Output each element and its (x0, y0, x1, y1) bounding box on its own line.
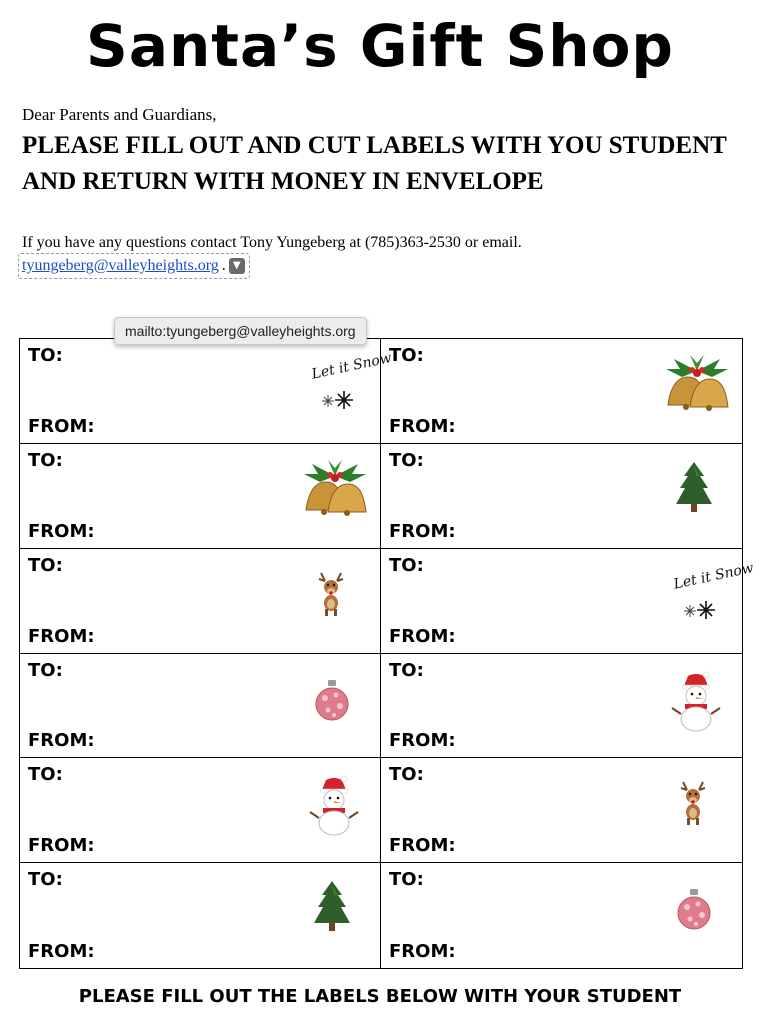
gift-label (381, 863, 742, 968)
to-label: TO: (28, 345, 63, 366)
gift-label (381, 339, 742, 444)
gift-labels-grid (19, 338, 756, 969)
christmas-tree-icon (312, 879, 352, 933)
let-it-snow-text: Let it Snow (672, 559, 756, 593)
from-label: FROM: (389, 941, 456, 962)
to-label: TO: (28, 869, 63, 891)
from-label: FROM: (28, 835, 95, 857)
from-label: FROM: (28, 520, 95, 542)
to-label: TO: (28, 449, 63, 471)
let-it-snow-text: Let it Snow (310, 350, 394, 383)
let-it-snow-icon (300, 350, 394, 413)
from-label: FROM: (28, 625, 95, 647)
let-it-snow-icon (662, 559, 756, 623)
from-label: FROM: (389, 520, 456, 542)
gift-label (20, 654, 381, 759)
email-link-container[interactable] (18, 253, 250, 279)
from-label: FROM: (389, 415, 456, 437)
to-label: TO: (28, 659, 63, 681)
christmas-bells-icon (298, 458, 372, 516)
instruction-text: PLEASE FILL OUT AND CUT LABELS WITH YOU STUDENT AND RETURN WITH MONEY IN ENVELOPE (22, 132, 727, 195)
from-label: FROM: (389, 730, 456, 752)
footer-instruction: PLEASE FILL OUT THE LABELS BELOW WITH YOUR STUDENT (78, 986, 682, 1007)
from-label: FROM: (28, 730, 95, 752)
ornament-icon (314, 678, 350, 722)
snowman-icon (308, 776, 360, 836)
to-label: TO: (389, 659, 424, 681)
to-label: TO: (28, 554, 63, 576)
christmas-tree-icon (674, 460, 714, 514)
link-tooltip: mailto:tyungeberg@valleyheights.org (114, 317, 367, 345)
gift-label (381, 654, 742, 759)
contact-text: If you have any questions contact Tony Yungeberg at (785)363-2530 or email. (22, 234, 522, 251)
to-label: TO: (389, 554, 424, 576)
to-label: TO: (28, 764, 63, 786)
ornament-icon (676, 887, 712, 931)
from-label: FROM: (28, 941, 95, 962)
to-label: TO: (389, 449, 424, 471)
email-link[interactable]: tyungeberg@valleyheights.org (22, 257, 219, 274)
gift-label (20, 339, 394, 444)
to-label: TO: (389, 764, 424, 786)
email-period: . (221, 257, 226, 274)
reindeer-icon (316, 571, 346, 617)
gift-label (20, 549, 381, 654)
gift-label (381, 549, 756, 654)
link-options-chevron-icon[interactable]: ▼ (229, 258, 245, 274)
gift-label (20, 444, 381, 549)
to-label: TO: (389, 345, 424, 366)
page-title: Santa’s Gift Shop (86, 12, 674, 80)
christmas-bells-icon (660, 353, 734, 411)
from-label: FROM: (389, 625, 456, 647)
gift-label (381, 444, 742, 549)
snowman-icon (670, 672, 722, 732)
from-label: FROM: (28, 415, 95, 437)
gift-label (381, 758, 742, 863)
gift-label (20, 758, 381, 863)
greeting-text: Dear Parents and Guardians, (22, 105, 217, 124)
reindeer-icon (678, 780, 708, 826)
gift-label (20, 863, 381, 968)
to-label: TO: (389, 869, 424, 891)
from-label: FROM: (389, 835, 456, 857)
